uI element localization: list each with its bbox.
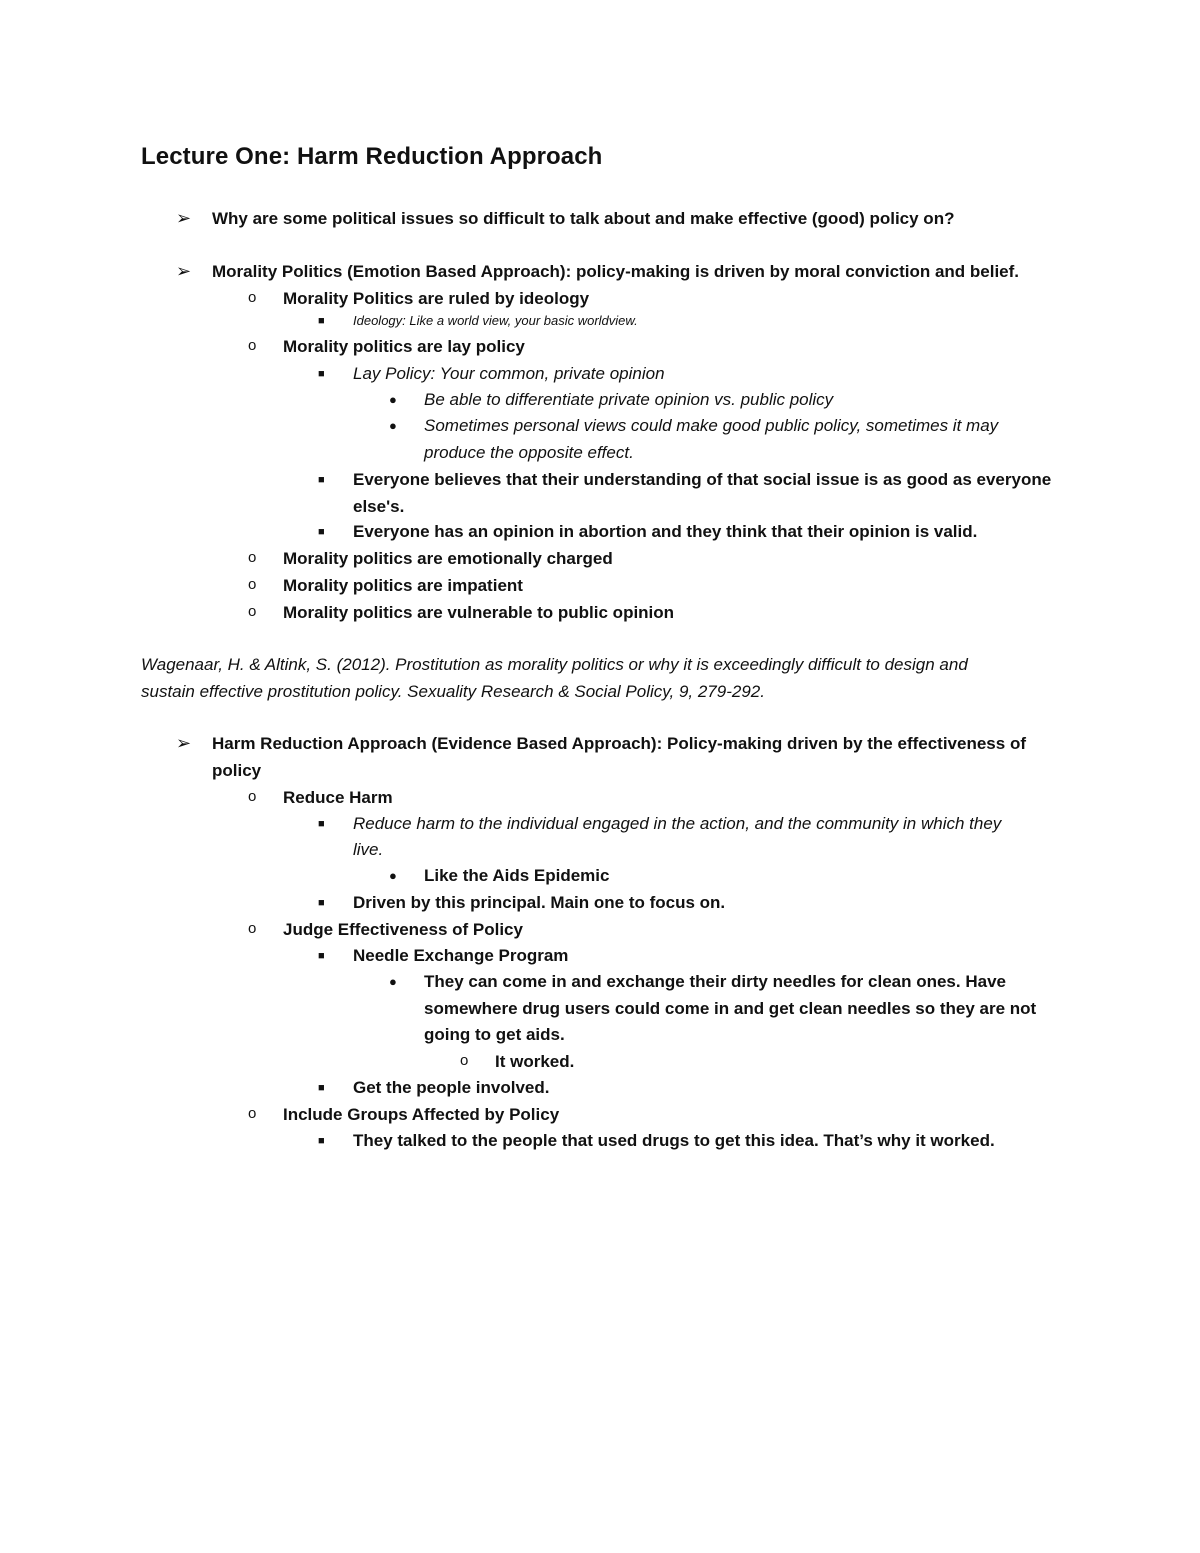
list-item: Morality politics are lay policy: [283, 337, 525, 356]
square-bullet-icon: ■: [318, 368, 325, 380]
list-item: Needle Exchange Program: [353, 946, 569, 965]
list-item-continued: somewhere drug users could come in and get clean needles so they are not: [424, 999, 1037, 1018]
list-item: Morality politics are emotionally charged: [283, 549, 613, 568]
question-line: Why are some political issues so difficult to talk about and make effective (good) policy on?: [212, 209, 955, 228]
page-title: Lecture One: Harm Reduction Approach: [141, 143, 603, 170]
circle-bullet-icon: o: [248, 576, 257, 593]
list-item: Be able to differentiate private opinion vs. public policy: [424, 390, 834, 409]
harm-reduction-heading: Harm Reduction Approach (Evidence Based Approach): Policy-making driven by the effectiveness of: [212, 734, 1026, 753]
dot-bullet-icon: ●: [389, 418, 397, 433]
list-item: Include Groups Affected by Policy: [283, 1105, 560, 1124]
list-item: Like the Aids Epidemic: [424, 866, 610, 885]
circle-bullet-icon: o: [248, 920, 257, 937]
list-item: Everyone believes that their understanding of that social issue is as good as everyone: [353, 470, 1052, 489]
morality-politics-heading: Morality Politics (Emotion Based Approach): policy-making is driven by moral conviction and belief.: [212, 262, 1020, 281]
list-item: Get the people involved.: [353, 1078, 550, 1097]
list-item-continued: going to get aids.: [424, 1025, 565, 1044]
list-item: Morality politics are vulnerable to public opinion: [283, 603, 675, 622]
square-bullet-icon: ■: [318, 1082, 325, 1094]
arrow-bullet-icon: ➢: [176, 208, 192, 228]
square-bullet-icon: ■: [318, 474, 325, 486]
square-bullet-icon: ■: [318, 950, 325, 962]
list-item: Morality politics are impatient: [283, 576, 523, 595]
list-item: Morality Politics are ruled by ideology: [283, 289, 590, 308]
citation-continued: sustain effective prostitution policy. Sexuality Research & Social Policy, 9, 279-292.: [141, 682, 765, 701]
list-item: They talked to the people that used drugs to get this idea. That’s why it worked.: [353, 1131, 995, 1150]
arrow-bullet-icon: ➢: [176, 261, 192, 281]
square-bullet-icon: ■: [318, 818, 325, 830]
square-bullet-icon: ■: [318, 1135, 325, 1147]
circle-bullet-icon: o: [460, 1052, 469, 1069]
square-bullet-icon: ■: [318, 526, 325, 538]
dot-bullet-icon: ●: [389, 392, 397, 407]
circle-bullet-icon: o: [248, 337, 257, 354]
citation: Wagenaar, H. & Altink, S. (2012). Prostitution as morality politics or why it is exceedingly difficult to design and: [141, 655, 968, 674]
circle-bullet-icon: o: [248, 1105, 257, 1122]
list-item: It worked.: [495, 1052, 575, 1071]
arrow-bullet-icon: ➢: [176, 733, 192, 753]
dot-bullet-icon: ●: [389, 974, 397, 989]
list-item-continued: else's.: [353, 497, 405, 516]
list-item: Driven by this principal. Main one to focus on.: [353, 893, 726, 912]
circle-bullet-icon: o: [248, 603, 257, 620]
list-item: Reduce Harm: [283, 788, 393, 807]
circle-bullet-icon: o: [248, 289, 257, 306]
list-item: They can come in and exchange their dirty needles for clean ones. Have: [424, 972, 1006, 991]
list-item-continued: live.: [353, 840, 384, 859]
list-item: Judge Effectiveness of Policy: [283, 920, 523, 939]
list-item: Lay Policy: Your common, private opinion: [353, 364, 665, 383]
circle-bullet-icon: o: [248, 549, 257, 566]
circle-bullet-icon: o: [248, 788, 257, 805]
list-item: Reduce harm to the individual engaged in the action, and the community in which they: [353, 814, 1002, 833]
list-item: Sometimes personal views could make good public policy, sometimes it may: [424, 416, 999, 435]
square-bullet-icon: ■: [318, 897, 325, 909]
dot-bullet-icon: ●: [389, 868, 397, 883]
square-bullet-icon: ■: [318, 315, 325, 327]
list-item-continued: produce the opposite effect.: [424, 443, 634, 462]
harm-reduction-heading-continued: policy: [212, 761, 262, 780]
list-item: Ideology: Like a world view, your basic worldview.: [353, 313, 638, 328]
list-item: Everyone has an opinion in abortion and they think that their opinion is valid.: [353, 522, 978, 541]
